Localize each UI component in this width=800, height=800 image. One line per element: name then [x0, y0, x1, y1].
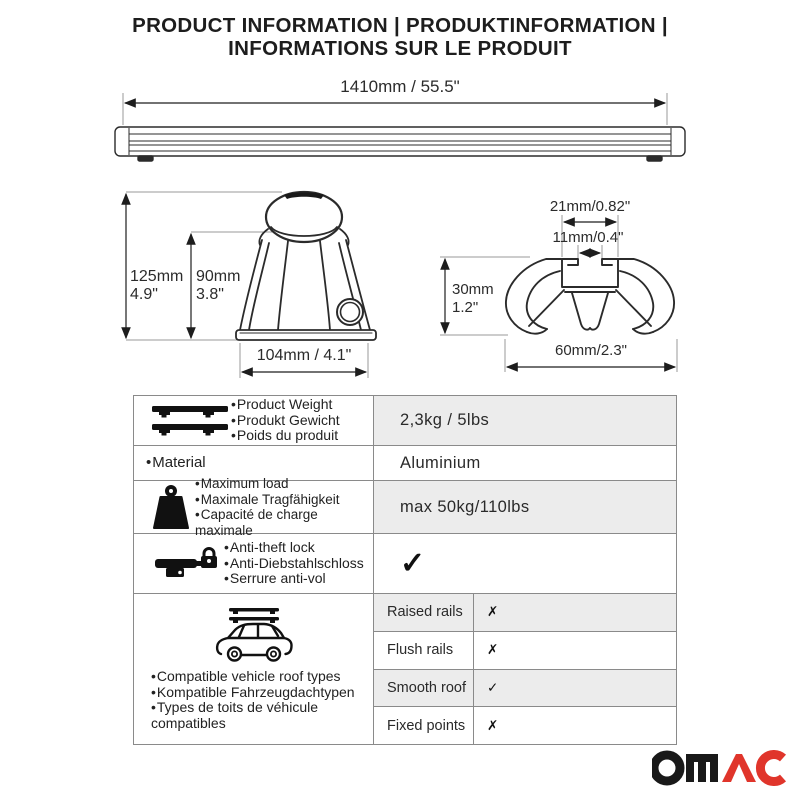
table-row-max-load: [134, 476, 676, 538]
label-line: • Kompatible Fahrzeugdachtypen: [151, 685, 355, 701]
roof-rack-icon: [149, 403, 231, 439]
crossbar-side-view: [115, 127, 685, 161]
omac-logo-graphic: [652, 750, 792, 786]
lock-icon: [148, 544, 224, 584]
table-row-roof-types: [134, 594, 676, 744]
profile-height-in: 1.2": [452, 299, 479, 316]
subrow-flush-rails: [374, 632, 676, 670]
omac-logo: [652, 750, 792, 791]
flush-rails-value: ✗: [487, 642, 499, 658]
label-line: • Poids du produit: [231, 428, 340, 444]
flush-rails-label: Flush rails: [374, 632, 474, 669]
foot-height-total-mm: 125mm: [130, 268, 184, 285]
label-line: • Compatible vehicle roof types: [151, 669, 355, 685]
profile-drawing: [430, 195, 700, 380]
max-load-labels: [195, 476, 373, 538]
profile-width-label: 60mm/2.3": [554, 342, 628, 359]
product-weight-labels: [231, 397, 340, 444]
profile-dim-21mm: 21mm/0.82": [549, 198, 631, 215]
bar-length-label: 1410mm / 55.5": [340, 77, 460, 96]
label-line: • Product Weight: [231, 397, 340, 413]
smooth-roof-label: Smooth roof: [374, 670, 474, 707]
spec-table: [133, 395, 677, 745]
label-line: • Anti-theft lock: [224, 540, 364, 556]
label-line: • Serrure anti-vol: [224, 571, 364, 587]
subrow-smooth-roof: [374, 670, 676, 708]
label-line: • Capacité de charge maximale: [195, 507, 373, 538]
foot-line-art: [236, 192, 376, 340]
checkmark: ✓: [400, 547, 426, 580]
table-row-product-weight: [134, 396, 676, 446]
material-value: Aluminium: [373, 446, 676, 480]
weight-icon: [147, 484, 195, 530]
roof-types-label-cell: [134, 594, 373, 744]
anti-theft-label-cell: [134, 534, 373, 593]
label-line: • Produkt Gewicht: [231, 413, 340, 429]
fixed-points-label: Fixed points: [374, 707, 474, 744]
table-row-anti-theft: [134, 534, 676, 594]
label-line: • Maximum load: [195, 476, 373, 492]
profile-dimension-diagram: [430, 195, 700, 385]
smooth-roof-value: ✓: [487, 679, 499, 695]
foot-height-body-mm: 90mm: [196, 268, 241, 285]
material-label-cell: [134, 446, 373, 480]
product-weight-label-cell: [134, 396, 373, 445]
product-weight-value: 2,3kg / 5lbs: [373, 396, 676, 445]
foot-height-total-in: 4.9": [130, 286, 158, 303]
foot-height-body-in: 3.8": [196, 286, 224, 303]
profile-line-art: [506, 259, 674, 334]
subrow-fixed-points: [374, 707, 676, 744]
profile-dim-11mm: 11mm/0.4": [552, 229, 624, 246]
subrow-raised-rails: [374, 594, 676, 632]
car-icon: [214, 607, 294, 665]
raised-rails-label: Raised rails: [374, 594, 474, 631]
label-line: • Types de toits de véhicule: [151, 700, 355, 716]
label-line: • Material: [146, 455, 206, 471]
anti-theft-value: [373, 534, 676, 593]
max-load-label-cell: [134, 476, 373, 538]
foot-drawing: [112, 185, 382, 385]
material-labels: [134, 455, 206, 471]
page-title-line2: INFORMATIONS SUR LE PRODUIT: [228, 37, 572, 60]
crossbar-drawing: [110, 75, 690, 170]
label-line: • Maximale Tragfähigkeit: [195, 492, 373, 508]
max-load-value: max 50kg/110lbs: [373, 481, 676, 533]
foot-width-label: 104mm / 4.1": [256, 347, 352, 364]
profile-height-mm: 30mm: [452, 281, 494, 298]
roof-types-subtable: [373, 594, 676, 744]
fixed-points-value: ✗: [487, 717, 499, 733]
foot-dimension-diagram: [112, 185, 382, 390]
page-title: [0, 14, 800, 60]
page-title-line1: PRODUCT INFORMATION | PRODUKTINFORMATION |: [132, 14, 668, 37]
anti-theft-labels: [224, 540, 364, 587]
crossbar-length-diagram: [110, 75, 690, 175]
roof-types-labels: [134, 669, 355, 731]
raised-rails-value: ✗: [487, 604, 499, 620]
label-line: compatibles: [151, 714, 226, 731]
label-line: • Anti-Diebstahlschloss: [224, 556, 364, 572]
